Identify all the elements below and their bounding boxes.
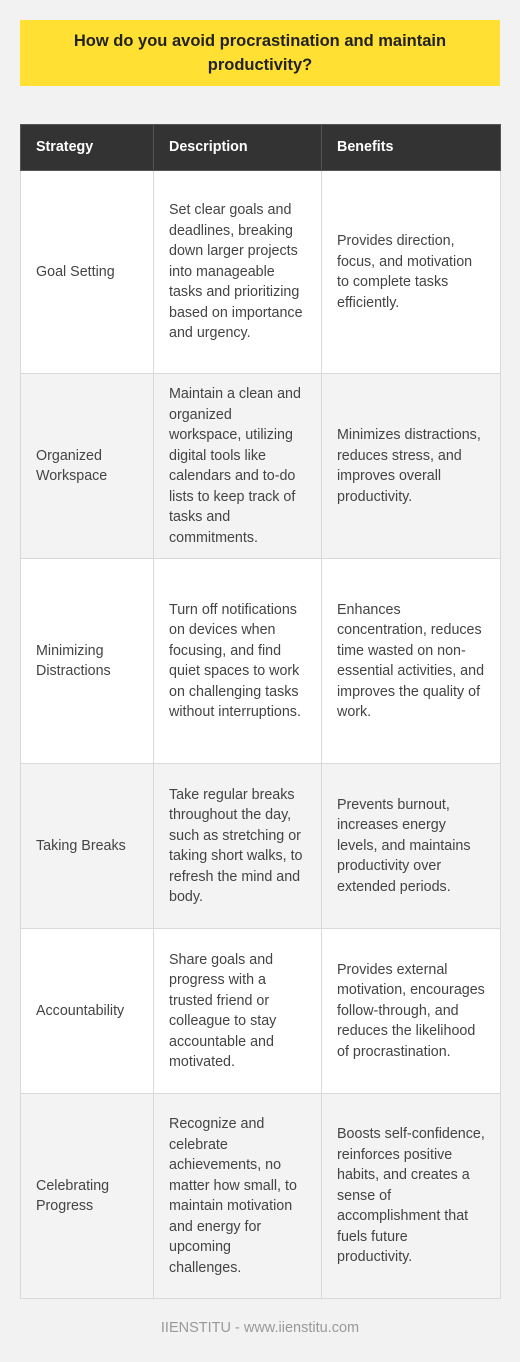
table-row [21, 171, 501, 374]
description-cell: Take regular breaks throughout the day, such as stretching or taking short walks, to refresh the mind and body. [154, 764, 322, 929]
strategy-cell: Organized Workspace [21, 374, 154, 559]
benefits-cell: Enhances concentration, reduces time wasted on non-essential activities, and improves the quality of work. [322, 559, 501, 764]
description-cell: Turn off notifications on devices when focusing, and find quiet spaces to work on challenging tasks without interruptions. [154, 559, 322, 764]
footer-credit: IIENSTITU - www.iienstitu.com [160, 1320, 360, 1336]
description-cell: Recognize and celebrate achievements, no matter how small, to maintain motivation and energy for upcoming challenges. [154, 1094, 322, 1299]
strategy-cell: Minimizing Distractions [21, 559, 154, 764]
title-banner [20, 20, 500, 86]
table-row [21, 929, 501, 1094]
strategy-cell: Celebrating Progress [21, 1094, 154, 1299]
benefits-cell: Provides external motivation, encourages follow-through, and reduces the likelihood of procrastination. [322, 929, 501, 1094]
description-cell: Share goals and progress with a trusted friend or colleague to stay accountable and motivated. [154, 929, 322, 1094]
description-cell: Set clear goals and deadlines, breaking down larger projects into manageable tasks and prioritizing based on importance and urgency. [154, 171, 322, 374]
strategy-table [20, 124, 501, 1299]
benefits-cell: Prevents burnout, increases energy levels, and maintains productivity over extended periods. [322, 764, 501, 929]
strategy-cell: Accountability [21, 929, 154, 1094]
strategy-cell: Taking Breaks [21, 764, 154, 929]
benefits-cell: Boosts self-confidence, reinforces positive habits, and creates a sense of accomplishment that fuels future productivity. [322, 1094, 501, 1299]
table-row [21, 374, 501, 559]
table-row [21, 764, 501, 929]
benefits-cell: Minimizes distractions, reduces stress, and improves overall productivity. [322, 374, 501, 559]
header-strategy: Strategy [21, 125, 154, 171]
header-benefits: Benefits [322, 125, 501, 171]
page-title: How do you avoid procrastination and maintain productivity? [73, 32, 447, 74]
benefits-cell: Provides direction, focus, and motivation to complete tasks efficiently. [322, 171, 501, 374]
strategy-cell: Goal Setting [21, 171, 154, 374]
header-description: Description [154, 125, 322, 171]
table-row [21, 559, 501, 764]
table-row [21, 1094, 501, 1299]
description-cell: Maintain a clean and organized workspace, utilizing digital tools like calendars and to-do lists to keep track of tasks and commitments. [154, 374, 322, 559]
table-header-row [21, 125, 501, 171]
